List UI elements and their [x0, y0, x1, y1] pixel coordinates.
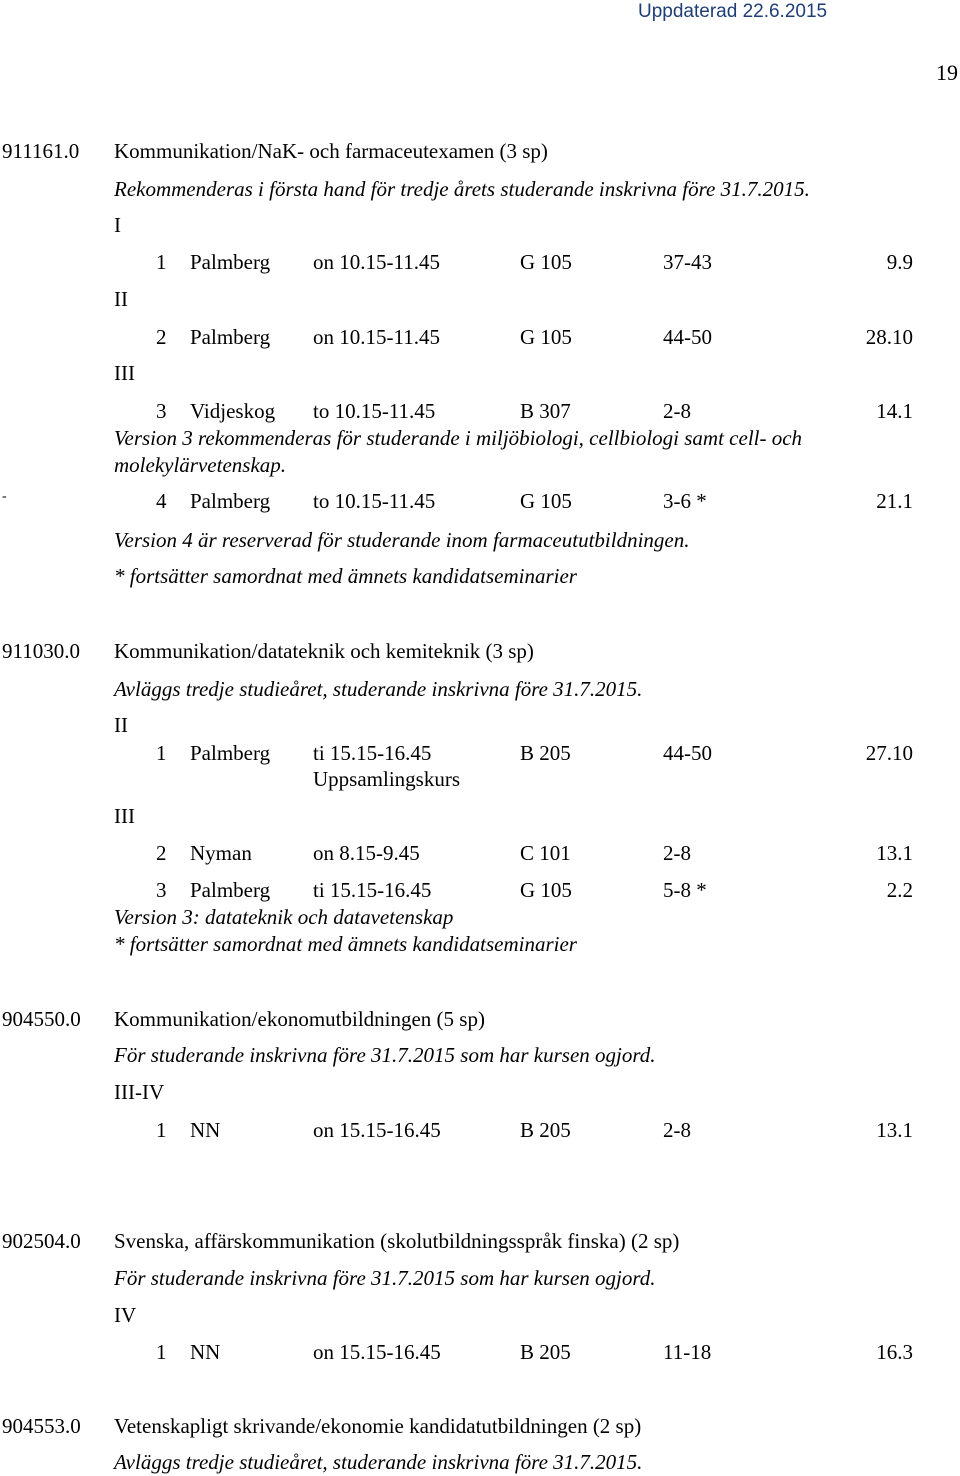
- group-time: on 10.15-11.45: [313, 250, 440, 274]
- group-weeks: 2-8: [663, 1118, 691, 1142]
- group-room: G 105: [520, 250, 572, 274]
- group-time: ti 15.15-16.45: [313, 878, 432, 902]
- group-time: on 15.15-16.45: [313, 1340, 441, 1364]
- group-start: 27.10: [865, 741, 913, 765]
- group-weeks: 2-8: [663, 841, 691, 865]
- course-title: Kommunikation/NaK- och farmaceutexamen (3 sp): [114, 139, 548, 163]
- group-room: G 105: [520, 325, 572, 349]
- group-teacher: Nyman: [190, 841, 252, 865]
- group-weeks: 44-50: [663, 741, 712, 765]
- course-title: Kommunikation/ekonomutbildningen (5 sp): [114, 1007, 485, 1031]
- group-room: C 101: [520, 841, 571, 865]
- course-title: Svenska, affärskommunikation (skolutbildningsspråk finska) (2 sp): [114, 1229, 680, 1253]
- group-time: to 10.15-11.45: [313, 489, 436, 513]
- group-weeks: 5-8 *: [663, 878, 707, 902]
- group-time: ti 15.15-16.45: [313, 741, 432, 765]
- group-teacher: Palmberg: [190, 741, 271, 765]
- period-label: III-IV: [114, 1080, 165, 1104]
- group-number: 1: [156, 250, 167, 274]
- group-number: 1: [156, 1340, 167, 1364]
- group-start: 13.1: [876, 841, 913, 865]
- period-label: II: [114, 287, 128, 311]
- group-time: on 8.15-9.45: [313, 841, 420, 865]
- group-teacher: Palmberg: [190, 878, 271, 902]
- group-teacher: Palmberg: [190, 489, 271, 513]
- course-note: För studerande inskrivna före 31.7.2015 som har kursen ogjord.: [114, 1266, 656, 1290]
- course-title: Vetenskapligt skrivande/ekonomie kandidatutbildningen (2 sp): [114, 1414, 642, 1438]
- group-weeks: 11-18: [663, 1340, 712, 1364]
- version-note-cont: molekylärvetenskap.: [114, 453, 287, 477]
- group-time: to 10.15-11.45: [313, 399, 436, 423]
- footnote: * fortsätter samordnat med ämnets kandidatseminarier: [114, 564, 577, 588]
- group-number: 1: [156, 1118, 167, 1142]
- course-note: Rekommenderas i första hand för tredje årets studerande inskrivna före 31.7.2015.: [114, 177, 810, 201]
- group-start: 28.10: [865, 325, 913, 349]
- period-label: III: [114, 804, 135, 828]
- group-room: G 105: [520, 489, 572, 513]
- version-note: Version 3 rekommenderas för studerande i miljöbiologi, cellbiologi samt cell- och: [114, 426, 803, 450]
- course-code: 904553.0: [2, 1414, 81, 1438]
- stray-mark: -: [2, 489, 7, 504]
- course-code: 904550.0: [2, 1007, 81, 1031]
- course-note: Avläggs tredje studieåret, studerande inskrivna före 31.7.2015.: [114, 1450, 643, 1474]
- group-teacher: Palmberg: [190, 250, 271, 274]
- group-room: B 205: [520, 1340, 571, 1364]
- group-subtitle: Uppsamlingskurs: [313, 767, 460, 791]
- group-teacher: NN: [190, 1118, 221, 1142]
- group-weeks: 2-8: [663, 399, 691, 423]
- group-room: B 205: [520, 741, 571, 765]
- group-weeks: 3-6 *: [663, 489, 707, 513]
- group-number: 1: [156, 741, 167, 765]
- period-label: IV: [114, 1303, 137, 1327]
- footnote: * fortsätter samordnat med ämnets kandidatseminarier: [114, 932, 577, 956]
- group-teacher: Palmberg: [190, 325, 271, 349]
- group-teacher: NN: [190, 1340, 221, 1364]
- group-number: 2: [156, 325, 167, 349]
- course-code: 911030.0: [2, 639, 80, 663]
- course-title: Kommunikation/datateknik och kemiteknik (3 sp): [114, 639, 534, 663]
- group-room: B 205: [520, 1118, 571, 1142]
- group-weeks: 44-50: [663, 325, 712, 349]
- course-code: 902504.0: [2, 1229, 81, 1253]
- group-time: on 15.15-16.45: [313, 1118, 441, 1142]
- period-label: II: [114, 713, 128, 737]
- group-teacher: Vidjeskog: [190, 399, 276, 423]
- group-start: 16.3: [876, 1340, 913, 1364]
- group-number: 3: [156, 878, 167, 902]
- course-code: 911161.0: [2, 139, 80, 163]
- version-note: Version 4 är reserverad för studerande inom farmaceututbildningen.: [114, 528, 690, 552]
- updated-date: Uppdaterad 22.6.2015: [638, 1, 828, 22]
- period-label: III: [114, 361, 135, 385]
- group-start: 9.9: [886, 250, 913, 274]
- course-note: Avläggs tredje studieåret, studerande inskrivna före 31.7.2015.: [114, 677, 643, 701]
- group-start: 2.2: [886, 878, 913, 902]
- group-room: B 307: [520, 399, 571, 423]
- group-number: 3: [156, 399, 167, 423]
- period-label: I: [114, 213, 121, 237]
- group-start: 21.1: [876, 489, 913, 513]
- version-note: Version 3: datateknik och datavetenskap: [114, 905, 454, 929]
- group-start: 14.1: [876, 399, 913, 423]
- group-start: 13.1: [876, 1118, 913, 1142]
- group-number: 2: [156, 841, 167, 865]
- group-room: G 105: [520, 878, 572, 902]
- group-time: on 10.15-11.45: [313, 325, 440, 349]
- page-number: 19: [936, 60, 958, 85]
- course-note: För studerande inskrivna före 31.7.2015 som har kursen ogjord.: [114, 1043, 656, 1067]
- group-number: 4: [156, 489, 167, 513]
- group-weeks: 37-43: [663, 250, 712, 274]
